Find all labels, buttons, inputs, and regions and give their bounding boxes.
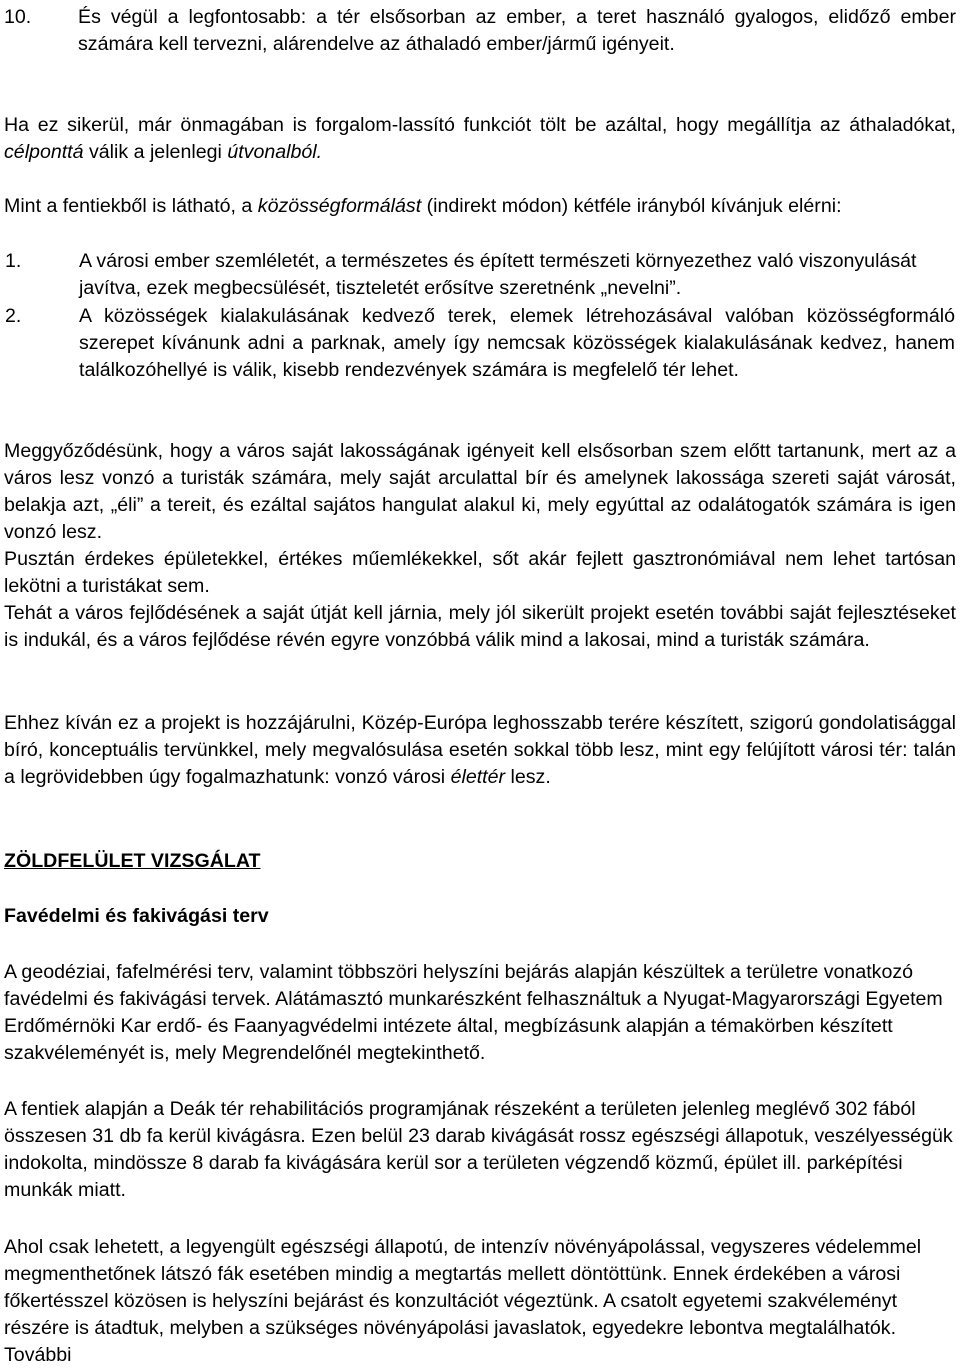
emphasis-kozossegformalast: közösségformálást <box>257 195 422 217</box>
text-run: Ehhez kíván ez a projekt is hozzájárulni, Közép-Európa leghosszabb terére készített, szigorú gondolatisággal bíró, konceptuális tervünkkel, mely megvalósulása esetén sokkal több lesz, mint egy felújított városi tér: talán a legrövidebben úgy fogalmazhatunk: vonzó városi <box>4 712 956 788</box>
paragraph-forgalom-lassito <box>4 112 956 166</box>
numbered-item-10 <box>4 4 956 58</box>
sublist-item-1 <box>5 248 955 302</box>
paragraph-geodeziai: A geodéziai, fafelmérési terv, valamint többszöri helyszíni bejárás alapján készültek a területre vonatkozó favédelmi és fakivágási tervek. Alátámasztó munkarészként felhasználtuk a Nyugat-Magyarországi Egyetem Erdőmérnöki Kar erdő- és Faanyagvédelmi intézete által, megbízásunk alapján a témakörben készített szakvéleményét is, mely Megrendelőnél megtekinthető. <box>4 961 943 1064</box>
paragraph-meggyozodes: Meggyőződésünk, hogy a város saját lakosságának igényeit kell elsősorban szem előtt tartanunk, mert az a város lesz vonzó a turisták számára, mely saját arculattal bír és amelynek lakossága szereti saját városát, belakja azt, „éli” a tereit, és ezáltal sajátos hangulat alakul ki, mely egyúttal az odalátogatók számára is igen vonzó lesz. <box>4 440 956 543</box>
sublist-text: A városi ember szemléletét, a természetes és épített természeti környezethez való viszonyulását javítva, ezek megbecsülését, tiszteletét erősítve szeretnénk „nevelni”. <box>79 250 917 299</box>
sublist-number: 2. <box>5 305 22 327</box>
emphasis-celpontta: célponttá <box>4 141 84 163</box>
emphasis-elletter: élettér <box>450 766 506 788</box>
paragraph-tehat: Tehát a város fejlődésének a saját útját kell járnia, mely jól sikerült projekt esetén további saját fejlesztéseket is indukál, és a város fejlődése révén egyre vonzóbbá válik mind a lakosai, mind a turisták számára. <box>4 602 956 651</box>
item-number: 10. <box>4 6 32 28</box>
text-run: Ha ez sikerül, már önmagában is forgalom-lassító funkciót tölt be azáltal, hogy megállítja az áthaladókat, <box>4 114 956 136</box>
paragraph-kozossegformalas <box>4 193 956 220</box>
section-subheading: Favédelmi és fakivágási terv <box>4 905 269 927</box>
section-heading: ZÖLDFELÜLET VIZSGÁLAT <box>4 850 261 872</box>
sublist-number: 1. <box>5 250 22 272</box>
emphasis-utvonalbol: útvonalból. <box>227 141 323 163</box>
text-run: (indirekt módon) kétféle irányból kívánjuk elérni: <box>421 195 842 217</box>
paragraph-fentiek: A fentiek alapján a Deák tér rehabilitációs programjának részeként a területen jelenleg meglévő 302 fából összesen 31 db fa kerül kivágásra. Ezen belül 23 darab kivágását rossz egészségi állapotuk, veszélyességük indokolta, mindössze 8 darab fa kivágására kerül sor a területen végzendő közmű, épület ill. parképítési munkák miatt. <box>4 1098 953 1201</box>
sublist-item-2 <box>5 303 955 384</box>
text-run: lesz. <box>505 766 551 788</box>
paragraph-ehhez <box>4 710 956 791</box>
text-run: válik a jelenlegi <box>83 141 228 163</box>
text-run: Mint a fentiekből is látható, a <box>4 195 258 217</box>
paragraph-pusztan: Pusztán érdekes épületekkel, értékes műemlékekkel, sőt akár fejlett gasztronómiával nem lehet tartósan lekötni a turistákat sem. <box>4 548 956 597</box>
item-text: És végül a legfontosabb: a tér elsősorban az ember, a teret használó gyalogos, elidőző ember számára kell tervezni, alárendelve az áthaladó ember/jármű igényeit. <box>78 6 956 55</box>
paragraph-ahol: Ahol csak lehetett, a legyengült egészségi állapotú, de intenzív növényápolással, vegyszeres védelemmel megmenthetőnek látszó fák esetében mindig a megtartás mellett döntöttünk. Ennek érdekében a városi főkertésszel közösen is helyszíni bejárást és konzultációt végeztünk. A csatolt egyetemi szakvéleményt részére is átadtuk, melyben a szükséges növényápolási javaslatok, egyedekre lebontva megtalálhatók. További <box>4 1236 922 1366</box>
sublist-text: A közösségek kialakulásának kedvező terek, elemek létrehozásával valóban közösségformáló szerepet kívánunk adni a parknak, amely így nemcsak közösségek kialakulásának kedvez, hanem találkozóhellyé is válik, kisebb rendezvények számára is megfelelő tér lehet. <box>79 305 955 381</box>
